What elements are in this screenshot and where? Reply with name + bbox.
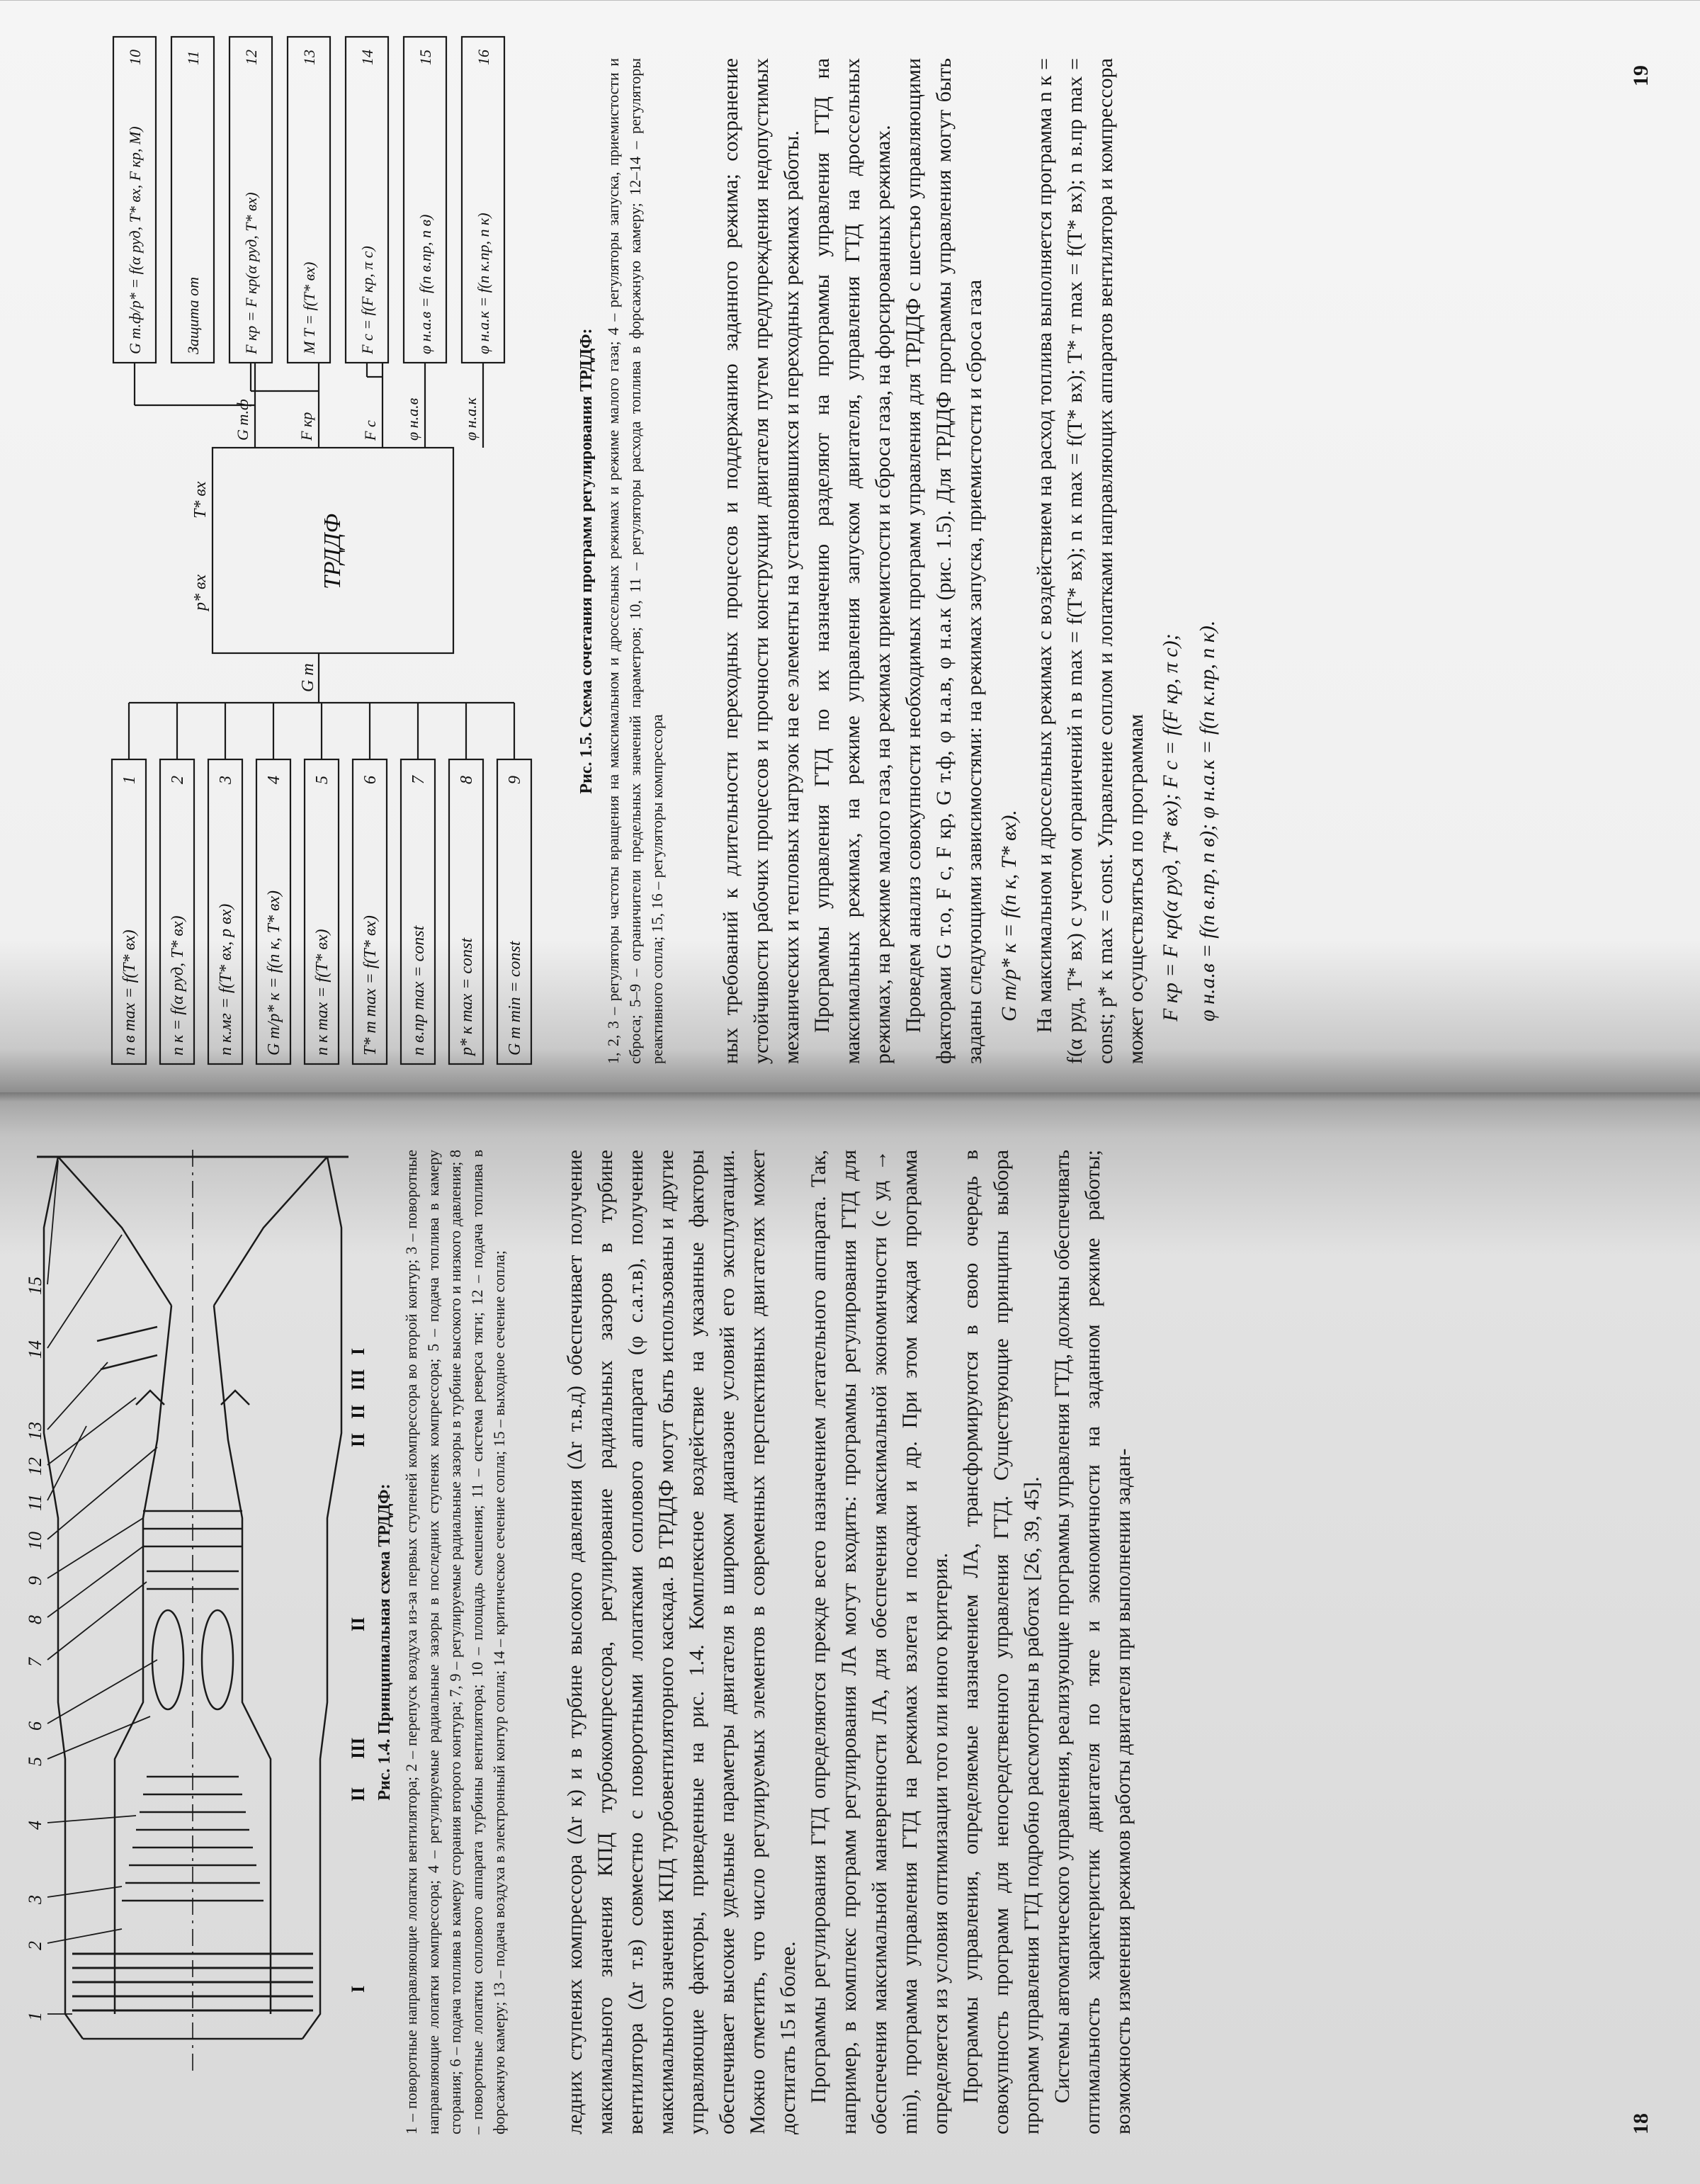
page-18 [0,1092,1700,2184]
signal-label: φ н.а.к [462,397,480,441]
callout-9: 9 [25,1576,45,1585]
left-boxes [120,775,524,1057]
program-box-14: F c = f(F кр, π c) [358,246,376,354]
figure-title: Рис. 1.5. Схема сочетания программ регулирования ТРДДФ: [577,328,596,794]
signal-label: F c [361,420,379,441]
program-box-number: 14 [358,50,376,65]
page-19 [0,1,1700,1092]
callout-14: 14 [25,1340,45,1359]
program-box-12: F кр = F кр(α руд, T* вх) [242,192,260,354]
right-boxes [126,50,492,355]
program-box-9: G т min = const [506,941,524,1056]
program-box-number: 15 [416,50,434,65]
paragraph: Программы регулирования ГТД определяются прежде всего назначением летательного аппарата. Так, например, в комплекс программ регулирования ЛА могут входить: программы регулирования ГТД для обеспечения максимальной маневренности ЛА, для обеспечения максимальной экономичности (c уд → min), программа управления ГТД на режимах взлета и посадки и др. При этом каждая программа определяется из условия оптимизации того или иного критерия. [807,1150,952,2134]
turbine-stages [143,1511,242,1589]
figure-1-4-caption [375,1150,510,2134]
callout-7: 7 [25,1658,45,1667]
program-box-6: T* т max = f(T* вх) [361,915,380,1056]
program-box-3: n к.мг = f(T* вх, p вх) [217,903,235,1056]
center-block-title: ТРДДФ [319,514,346,589]
program-box-number: 12 [242,50,260,65]
station-label: I [348,1985,368,1993]
callout-3: 3 [25,1895,45,1904]
program-box-number: 16 [475,50,492,65]
engine-outline [37,1150,348,2071]
station-label: III [348,1369,368,1391]
program-box-number: 4 [265,776,283,784]
program-box-number: 8 [458,776,476,784]
figure-title: Рис. 1.4. Принципиальная схема ТРДДФ: [375,1483,394,1801]
station-label: II [348,1787,368,1801]
callout-13: 13 [25,1422,45,1440]
body-text-right [715,58,1228,1064]
figure-caption: 1, 2, 3 – регуляторы частоты вращения на максимальном и дроссельных режимах и режиме малого газа; 4 – регуляторы запуска, приемистости и сброса; 5–9 – ограничители предельных значений параметров; 10, 11 – регуляторы расхода топлива в форсажную камеру; 12–14 – регуляторы реактивного сопла; 15, 16 – регуляторы компрессора [604,58,666,1064]
paragraph: ных требований к длительности переходных процессов и поддержанию заданного режима; сохранение устойчивости рабочих процессов и прочности конструкции двигателя путем предупреждения недопустимых механических и тепловых нагрузок на ее элементы на установившихся и переходных режимах работы. [719,58,803,1064]
program-box-number: 9 [506,776,524,784]
paragraph: Проведем анализ совокупности необходимых программ управления для ТРДДФ с шестью управляющими факторами G т.о, F c, F кр, G т.ф, φ н.а.в, φ н.а.к (рис. 1.5). Для ТРДДФ программы управления могут быть заданы следующими зависимостями: на режимах запуска, приемистости и сброса газа [902,58,986,1064]
station-label: II [348,1404,368,1419]
program-box-number: 2 [169,776,187,784]
program-box-13: M T = f(T* вх) [300,261,318,354]
callout-1: 1 [25,2012,45,2021]
paragraph: ледних ступенях компрессора (Δr к) и в турбине высокого давления (Δr т.в.д) обеспечивает получение максимального значения КПД турбокомпрессора, регулирование радиальных зазоров в турбине вентилятора (Δr т.в) совместно с поворотными лопатками соплового аппарата (φ с.а.т.в), получение максимального значения КПД турбовентиляторного каскада. В ТРДДФ могут быть использованы и другие управляющие факторы, приведенные на рис. 1.4. Комплексное воздействие на указанные факторы обеспечивает высокие удельные параметры двигателя в широком диапазоне условий его эксплуатации. Можно отметить, что число регулируемых элементов в современных перспективных двигателях может достигать 15 и более. [563,1150,800,2134]
signal-label: p* вх [191,574,210,611]
program-box-1: n в max = f(T* вх) [120,929,139,1056]
program-box-8: p* к max = const [458,937,476,1056]
program-box-number: 1 [120,776,139,784]
station-label: I [348,1347,368,1355]
page-number: 19 [1629,65,1653,86]
callout-8: 8 [25,1615,45,1624]
station-label: II [348,1617,368,1631]
program-box-10: G т.ф/p* = f(α руд, T* вх, F кр, M) [126,126,144,354]
program-box-5: n к max = f(T* вх) [313,929,332,1056]
paragraph: Программы управления ГТД по их назначению разделяют на программы управления ГТД на максимальных режимах, на режиме управления запуском двигателя, управления ГТД на дроссельных режимах, на режиме малого газа, на режимах приемистости и сброса газа, на форсированных режимах. [810,58,895,1064]
figure-1-5-caption [577,58,668,1064]
callout-12: 12 [25,1457,45,1476]
program-box-11: Защита от [184,276,202,354]
control-programs-diagram [106,23,560,1071]
paragraph: На максимальном и дроссельных режимах с воздействием на расход топлива выполняется программа n к = f(α руд, T* вх) с учетом ограничений n в max = f(T* вх); n к max = f(T* вх); T* т max = f(T* вх); n в.пр max = const; p* к max = const. Управление соплом и лопатками направляющих аппаратов вентилятора и компрессора может осуществляться по программам [1033,58,1148,1064]
program-box-number: 11 [184,50,202,65]
page-number: 18 [1629,2113,1653,2134]
program-box-number: 5 [313,776,332,784]
station-labels [348,1348,368,1993]
paragraph: Системы автоматического управления, реализующие программы управления ГТД, должны обеспечивать оптимальность характеристик двигателя по тяге и экономичности на заданном режиме работы; возможность изменения режимов работы двигателя при выполнении задан- [1050,1150,1135,2134]
program-box-number: 10 [126,50,144,65]
signal-label: G т [299,663,317,692]
signal-label: F кр [298,412,315,441]
station-label: II [348,1432,368,1447]
program-box-16: φ н.а.к = f(n к.пр, n к) [475,213,492,354]
signal-label: G т.ф [234,399,251,441]
program-box-4: G т/p* к = f(n к, T* вх) [265,890,283,1056]
signal-label: T* вх [191,481,210,519]
callout-5: 5 [25,1757,45,1766]
program-box-15: φ н.а.в = f(n в.пр, n в) [416,214,434,354]
program-box-7: n в.пр max = const [409,925,428,1056]
callout-2: 2 [25,1941,45,1950]
program-box-number: 3 [217,776,235,784]
program-box-number: 6 [361,776,380,784]
formula: F кр = F кр(α руд, T* вх); F c = f(F кр, π c); [1159,633,1182,1022]
program-box-2: n к = f(α руд, T* вх) [169,915,187,1056]
callout-4: 4 [25,1821,45,1830]
callout-15: 15 [25,1277,45,1295]
afterburner [97,1327,249,1405]
formula: G т/p* к = f(n к, T* вх). [997,810,1021,1022]
callout-10: 10 [25,1532,45,1550]
engine-schematic-figure [16,1121,370,2156]
program-box-number: 13 [300,50,318,65]
callout-numbers [25,1277,45,2021]
formula: φ н.а.в = f(n в.пр, n в); φ н.а.к = f(n к.пр, n к). [1196,620,1219,1022]
figure-caption: 1 – поворотные направляющие лопатки вентилятора; 2 – перепуск воздуха из-за первых ступеней компрессора во второй контур; 3 – поворотные направляющие лопатки компрессора; 4 – регулируемые радиальные зазоры в последних ступенях компрессора; 5 – подача топлива в камеру сгорания; 6 – подача топлива в камеру сгорания второго контура; 7, 9 – регулируемые радиальные зазоры в турбине высокого и низкого давления; 8 – поворотные лопатки соплового аппарата турбины вентилятора; 10 – площадь смешения; 11 – система реверса тяги; 12 – подача топлива в форсажную камеру; 13 – подача воздуха в электронный контур сопла; 14 – критическое сечение сопла; 15 – выходное сечение сопла; [402,1150,508,2134]
callout-6: 6 [25,1721,45,1731]
paragraph: Программы управления, определяемые назначением ЛА, трансформируются в свою очередь в совокупность программ для непосредственного управления ГТД. Существующие принципы выбора программ управления ГТД подробно рассмотрены в работах [26, 39, 45]. [959,1150,1043,2134]
station-label: III [348,1737,368,1759]
callout-leaders [47,1160,157,2014]
center-block-labels [191,397,480,692]
signal-label: φ н.а.в [404,397,421,441]
callout-11: 11 [25,1493,45,1511]
program-box-number: 7 [409,776,428,784]
body-text-left [560,1150,1138,2134]
